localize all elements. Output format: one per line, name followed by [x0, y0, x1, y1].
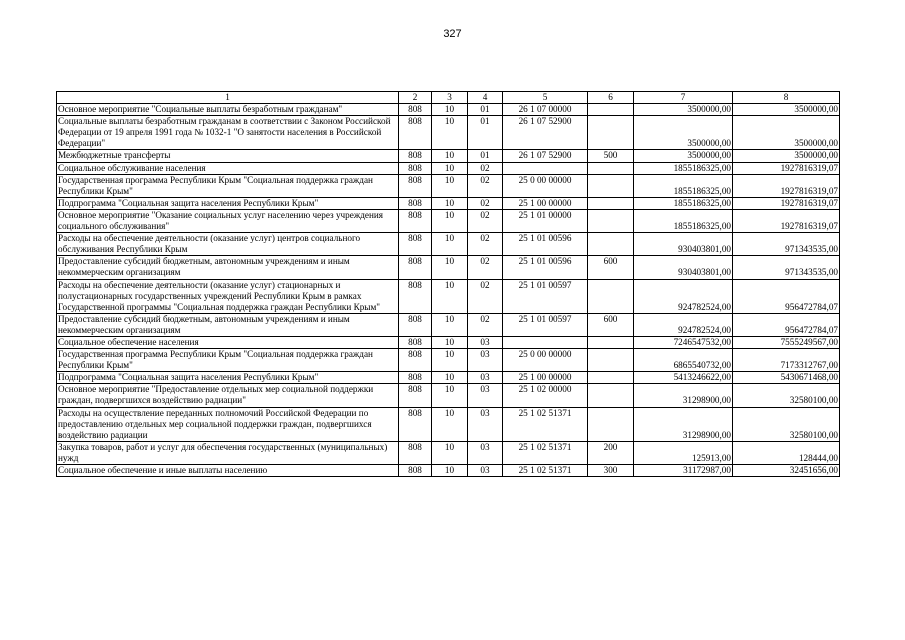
row-amount-8: 1927816319,07 [733, 174, 840, 197]
row-amount-8: 5430671468,00 [733, 372, 840, 384]
row-code-6: 600 [588, 313, 634, 336]
header-col-1: 1 [57, 92, 399, 104]
row-code-4: 03 [468, 407, 503, 441]
row-name: Расходы на обеспечение деятельности (оказание услуг) центров социального обслуживания Республики Крым [57, 233, 399, 256]
header-col-3: 3 [432, 92, 468, 104]
row-amount-8: 3500000,00 [733, 150, 840, 162]
row-code-3: 10 [432, 197, 468, 209]
row-code-3: 10 [432, 233, 468, 256]
row-amount-7: 3500000,00 [634, 116, 733, 150]
row-code-3: 10 [432, 384, 468, 407]
row-code-2: 808 [399, 372, 432, 384]
row-amount-7: 1855186325,00 [634, 162, 733, 174]
row-code-4: 03 [468, 384, 503, 407]
row-amount-8: 971343535,00 [733, 256, 840, 279]
table-row [57, 197, 840, 209]
row-amount-7: 924782524,00 [634, 313, 733, 336]
row-code-3: 10 [432, 336, 468, 348]
row-code-5: 25 1 02 51371 [503, 407, 588, 441]
row-amount-7: 6865540732,00 [634, 349, 733, 372]
table-header-row [57, 92, 840, 104]
table-row [57, 279, 840, 313]
budget-table [56, 91, 840, 477]
row-code-5: 25 0 00 00000 [503, 349, 588, 372]
row-amount-7: 3500000,00 [634, 150, 733, 162]
row-code-5: 25 1 00 00000 [503, 372, 588, 384]
row-code-4: 02 [468, 233, 503, 256]
row-code-6 [588, 197, 634, 209]
row-code-4: 01 [468, 116, 503, 150]
row-code-5: 25 1 02 00000 [503, 384, 588, 407]
row-code-3: 10 [432, 279, 468, 313]
row-name: Основное мероприятие "Социальные выплаты безработным гражданам" [57, 104, 399, 116]
row-code-3: 10 [432, 407, 468, 441]
row-code-2: 808 [399, 174, 432, 197]
row-code-6 [588, 174, 634, 197]
row-code-4: 02 [468, 279, 503, 313]
row-name: Государственная программа Республики Крым "Социальная поддержка граждан Республики Крым" [57, 174, 399, 197]
table-row [57, 349, 840, 372]
row-code-4: 01 [468, 104, 503, 116]
row-code-6 [588, 372, 634, 384]
row-code-5: 25 0 00 00000 [503, 174, 588, 197]
row-code-2: 808 [399, 313, 432, 336]
row-code-5 [503, 162, 588, 174]
row-code-5: 25 1 01 00000 [503, 209, 588, 232]
row-code-3: 10 [432, 116, 468, 150]
row-code-5: 26 1 07 00000 [503, 104, 588, 116]
row-name: Социальное обеспечение населения [57, 336, 399, 348]
row-amount-7: 1855186325,00 [634, 174, 733, 197]
row-amount-8: 7173312767,00 [733, 349, 840, 372]
row-name: Основное мероприятие "Оказание социальных услуг населению через учреждения социального обслуживания" [57, 209, 399, 232]
row-amount-8: 32580100,00 [733, 384, 840, 407]
row-name: Подпрограмма "Социальная защита населения Республики Крым" [57, 197, 399, 209]
header-col-7: 7 [634, 92, 733, 104]
row-code-4: 03 [468, 349, 503, 372]
row-code-4: 02 [468, 162, 503, 174]
row-amount-8: 32580100,00 [733, 407, 840, 441]
row-code-5: 25 1 01 00596 [503, 233, 588, 256]
row-amount-8: 1927816319,07 [733, 162, 840, 174]
row-code-5: 25 1 02 51371 [503, 465, 588, 477]
table-row [57, 209, 840, 232]
row-code-3: 10 [432, 372, 468, 384]
row-code-5: 25 1 01 00597 [503, 279, 588, 313]
row-amount-7: 31298900,00 [634, 384, 733, 407]
row-code-3: 10 [432, 162, 468, 174]
row-code-6: 200 [588, 441, 634, 464]
row-code-5 [503, 336, 588, 348]
row-code-6 [588, 104, 634, 116]
table-row [57, 441, 840, 464]
table-row [57, 104, 840, 116]
row-amount-7: 930403801,00 [634, 256, 733, 279]
row-amount-8: 956472784,07 [733, 279, 840, 313]
row-code-3: 10 [432, 441, 468, 464]
row-name: Межбюджетные трансферты [57, 150, 399, 162]
row-code-3: 10 [432, 174, 468, 197]
row-name: Подпрограмма "Социальная защита населения Республики Крым" [57, 372, 399, 384]
row-code-4: 02 [468, 313, 503, 336]
row-amount-7: 930403801,00 [634, 233, 733, 256]
row-amount-8: 128444,00 [733, 441, 840, 464]
row-code-5: 25 1 02 51371 [503, 441, 588, 464]
row-code-3: 10 [432, 256, 468, 279]
row-code-2: 808 [399, 197, 432, 209]
row-code-2: 808 [399, 209, 432, 232]
row-name: Предоставление субсидий бюджетным, автономным учреждениям и иным некоммерческим организациям [57, 256, 399, 279]
row-code-4: 03 [468, 336, 503, 348]
row-code-6 [588, 407, 634, 441]
row-code-6 [588, 116, 634, 150]
table-row [57, 233, 840, 256]
row-code-2: 808 [399, 256, 432, 279]
header-col-4: 4 [468, 92, 503, 104]
row-code-6 [588, 384, 634, 407]
row-code-2: 808 [399, 104, 432, 116]
row-amount-8: 3500000,00 [733, 116, 840, 150]
table-row [57, 407, 840, 441]
row-code-2: 808 [399, 162, 432, 174]
row-code-6: 500 [588, 150, 634, 162]
row-amount-7: 125913,00 [634, 441, 733, 464]
table-row [57, 336, 840, 348]
table-row [57, 384, 840, 407]
table-row [57, 465, 840, 477]
row-name: Социальное обслуживание населения [57, 162, 399, 174]
row-code-6 [588, 162, 634, 174]
row-code-5: 26 1 07 52900 [503, 150, 588, 162]
row-code-3: 10 [432, 209, 468, 232]
table-row [57, 116, 840, 150]
row-name: Предоставление субсидий бюджетным, автономным учреждениям и иным некоммерческим организациям [57, 313, 399, 336]
row-code-3: 10 [432, 349, 468, 372]
row-code-2: 808 [399, 233, 432, 256]
row-code-4: 01 [468, 150, 503, 162]
row-code-2: 808 [399, 441, 432, 464]
row-amount-7: 924782524,00 [634, 279, 733, 313]
row-amount-8: 971343535,00 [733, 233, 840, 256]
row-code-2: 808 [399, 384, 432, 407]
row-code-6: 600 [588, 256, 634, 279]
table-row [57, 372, 840, 384]
row-amount-7: 1855186325,00 [634, 209, 733, 232]
row-code-6 [588, 209, 634, 232]
row-code-3: 10 [432, 465, 468, 477]
row-code-4: 03 [468, 465, 503, 477]
row-code-3: 10 [432, 150, 468, 162]
row-code-5: 25 1 01 00597 [503, 313, 588, 336]
row-amount-8: 7555249567,00 [733, 336, 840, 348]
row-amount-8: 1927816319,07 [733, 197, 840, 209]
table-row [57, 256, 840, 279]
row-code-4: 02 [468, 174, 503, 197]
row-code-2: 808 [399, 349, 432, 372]
header-col-8: 8 [733, 92, 840, 104]
row-name: Государственная программа Республики Крым "Социальная поддержка граждан Республики Крым" [57, 349, 399, 372]
header-col-6: 6 [588, 92, 634, 104]
row-amount-8: 956472784,07 [733, 313, 840, 336]
row-amount-8: 1927816319,07 [733, 209, 840, 232]
table-row [57, 150, 840, 162]
table-row [57, 313, 840, 336]
row-code-6 [588, 349, 634, 372]
row-name: Социальные выплаты безработным гражданам в соответствии с Законом Российской Федерации от 19 апреля 1991 года № 1032-1 "О занятости населения в Российской Федерации" [57, 116, 399, 150]
row-amount-7: 31298900,00 [634, 407, 733, 441]
row-code-4: 02 [468, 256, 503, 279]
row-code-5: 25 1 00 00000 [503, 197, 588, 209]
row-code-2: 808 [399, 407, 432, 441]
row-name: Социальное обеспечение и иные выплаты населению [57, 465, 399, 477]
table-row [57, 174, 840, 197]
row-amount-8: 32451656,00 [733, 465, 840, 477]
row-code-5: 25 1 01 00596 [503, 256, 588, 279]
row-code-2: 808 [399, 465, 432, 477]
row-code-2: 808 [399, 116, 432, 150]
row-code-6 [588, 336, 634, 348]
row-amount-7: 3500000,00 [634, 104, 733, 116]
row-amount-7: 7246547532,00 [634, 336, 733, 348]
row-code-6 [588, 233, 634, 256]
header-col-5: 5 [503, 92, 588, 104]
row-amount-7: 1855186325,00 [634, 197, 733, 209]
table-row [57, 162, 840, 174]
row-code-2: 808 [399, 150, 432, 162]
row-code-4: 02 [468, 197, 503, 209]
row-code-6 [588, 279, 634, 313]
row-code-3: 10 [432, 104, 468, 116]
row-name: Закупка товаров, работ и услуг для обеспечения государственных (муниципальных) нужд [57, 441, 399, 464]
row-code-3: 10 [432, 313, 468, 336]
header-col-2: 2 [399, 92, 432, 104]
row-code-4: 03 [468, 372, 503, 384]
row-code-4: 03 [468, 441, 503, 464]
row-name: Расходы на обеспечение деятельности (оказание услуг) стационарных и полустационарных государственных учреждений Республики Крым в рамках Государственной программы "Социальная поддержка граждан Республики Крым" [57, 279, 399, 313]
row-amount-8: 3500000,00 [733, 104, 840, 116]
row-code-2: 808 [399, 336, 432, 348]
row-code-2: 808 [399, 279, 432, 313]
page-number: 327 [443, 28, 462, 40]
row-code-5: 26 1 07 52900 [503, 116, 588, 150]
row-name: Расходы на осуществление переданных полномочий Российской Федерации по предоставлению отдельных мер социальной поддержки граждан, подвергшихся воздействию радиации [57, 407, 399, 441]
row-code-4: 02 [468, 209, 503, 232]
row-amount-7: 31172987,00 [634, 465, 733, 477]
row-code-6: 300 [588, 465, 634, 477]
row-name: Основное мероприятие "Предоставление отдельных мер социальной поддержки граждан, подвергшихся воздействию радиации" [57, 384, 399, 407]
row-amount-7: 5413246622,00 [634, 372, 733, 384]
